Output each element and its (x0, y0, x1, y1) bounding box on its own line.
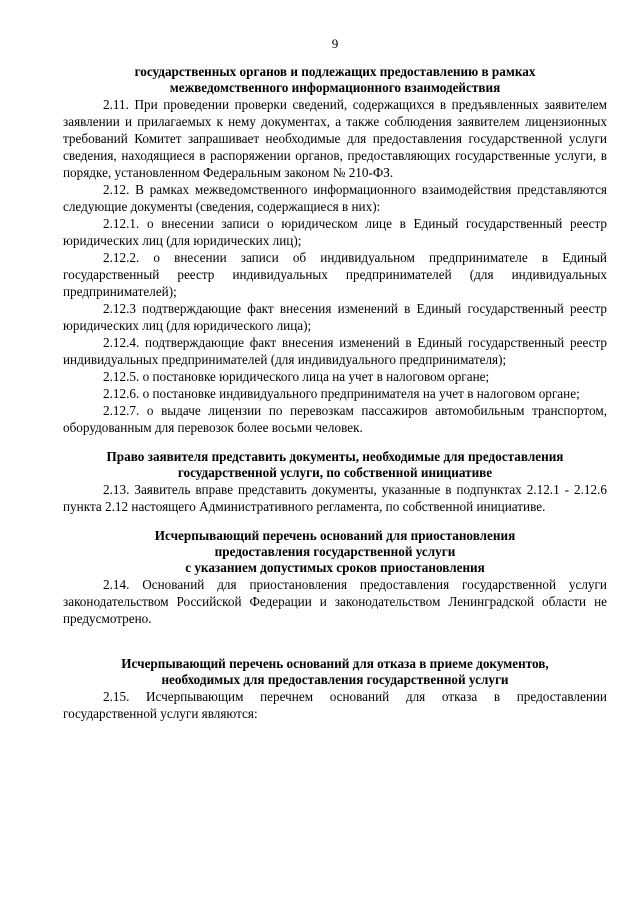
section-heading-line: необходимых для предоставления государственной услуги (161, 672, 509, 687)
section-refusal-grounds (63, 656, 607, 722)
paragraph-2-11: 2.11. При проведении проверки сведений, содержащихся в предъявленных заявителем заявлении и прилагаемых к нему документах, а также соблюдения заявителем лицензионных требований Комитет запрашивает необходимые для предоставления государственной услуги сведения, находящиеся в распоряжении органов, предоставляющих государственные услуги, в порядке, установленном Федеральным законом № 210-ФЗ. (63, 97, 607, 180)
paragraph-2-12-3: 2.12.3 подтверждающие факт внесения изменений в Единый государственный реестр юридических лиц (для юридического лица); (63, 301, 607, 333)
paragraph-2-12-7: 2.12.7. о выдаче лицензии по перевозкам пассажиров автомобильным транспортом, оборудованным для перевозок более восьми человек. (63, 403, 607, 435)
paragraph-2-12-5: 2.12.5. о постановке юридического лица на учет в налоговом органе; (103, 369, 490, 384)
paragraph-2-14: 2.14. Оснований для приостановления предоставления государственной услуги законодательством Российской Федерации и законодательством Ленинградской области не предусмотрено. (63, 577, 607, 626)
section-heading-line: Исчерпывающий перечень оснований для отказа в приеме документов, (121, 656, 549, 671)
section-applicant-right (63, 449, 607, 515)
paragraph-2-13: 2.13. Заявитель вправе представить документы, указанные в подпунктах 2.12.1 - 2.12.6 пункта 2.12 настоящего Административного регламента, по собственной инициативе. (63, 482, 607, 514)
paragraph-2-12-2: 2.12.2. о внесении записи об индивидуальном предпринимателе в Единый государственный реестр индивидуальных предпринимателей (для индивидуальных предпринимателей); (63, 250, 607, 299)
spacer (63, 515, 607, 528)
paragraph-2-12-6: 2.12.6. о постановке индивидуального предпринимателя на учет в налоговом органе; (103, 386, 580, 401)
section-heading-line: государственной услуги, по собственной инициативе (177, 465, 493, 480)
section-heading-line: Исчерпывающий перечень оснований для приостановления (154, 528, 516, 543)
paragraph-2-12-4: 2.12.4. подтверждающие факт внесения изменений в Единый государственный реестр индивидуальных предпринимателей (для индивидуального предпринимателя); (63, 335, 607, 367)
section-interagency (63, 64, 607, 436)
section-heading-line: государственных органов и подлежащих предоставлению в рамках (134, 64, 536, 79)
section-heading-line: предоставления государственной услуги (214, 544, 456, 559)
paragraph-2-15: 2.15. Исчерпывающим перечнем оснований для отказа в предоставлении государственной услуги являются: (63, 689, 607, 721)
page-number: 9 (331, 36, 339, 51)
paragraph-2-12-1: 2.12.1. о внесении записи о юридическом лице в Единый государственный реестр юридических лиц (для юридических лиц); (63, 216, 607, 248)
spacer (63, 436, 607, 449)
spacer (63, 627, 607, 656)
section-heading-line: межведомственного информационного взаимодействия (169, 80, 501, 95)
section-heading-line: Право заявителя представить документы, необходимые для предоставления (106, 449, 564, 464)
section-heading-line: с указанием допустимых сроков приостановления (185, 560, 485, 575)
section-suspension-grounds (63, 528, 607, 627)
paragraph-2-12: 2.12. В рамках межведомственного информационного взаимодействия представляются следующие документы (сведения, содержащиеся в них): (63, 182, 607, 214)
